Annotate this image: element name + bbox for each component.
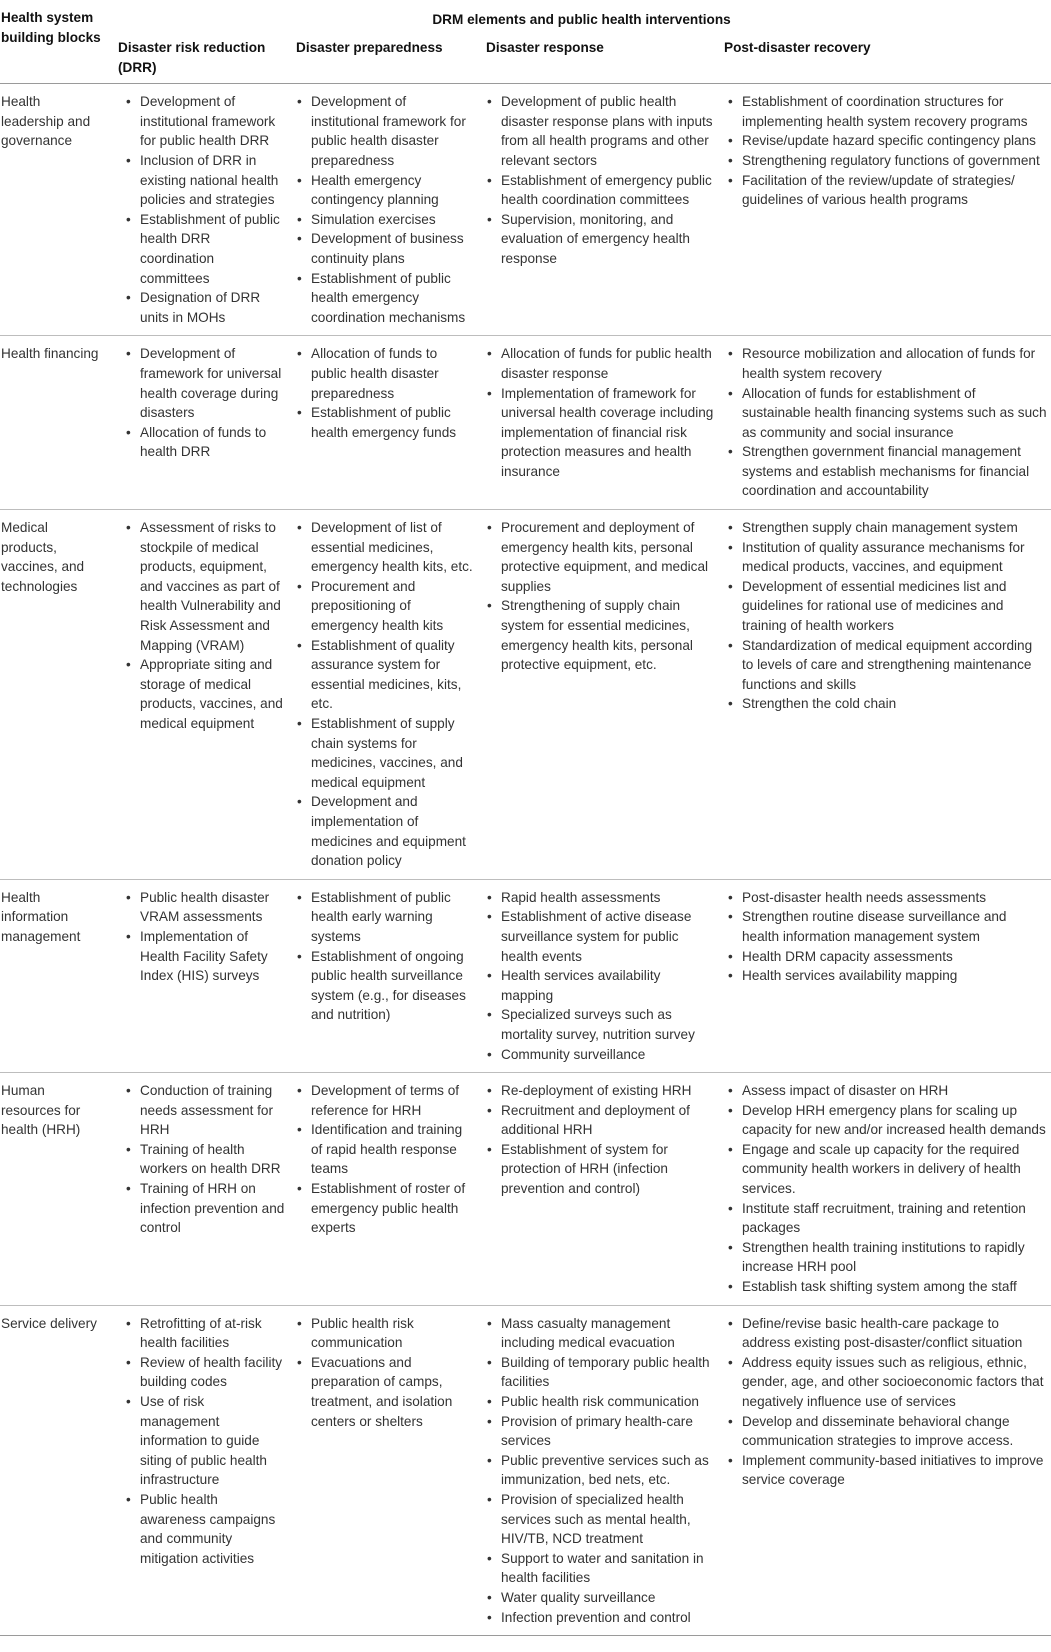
bullet-item: • Health services availability mapping <box>501 966 714 1005</box>
bullet-list <box>721 92 1047 210</box>
cell-preparedness <box>290 1305 480 1636</box>
bullet-item: • Establish task shifting system among the staff <box>742 1277 1047 1297</box>
bullet-list <box>480 1081 714 1199</box>
bullet-item: • Develop HRH emergency plans for scaling up capacity for new and/or increased health demands <box>742 1101 1047 1140</box>
bullet-item: • Supervision, monitoring, and evaluation of emergency health response <box>501 210 714 269</box>
bullet-list <box>290 92 476 327</box>
bullet-item: • Development of public health disaster response plans with inputs from all health programs and other relevant sectors <box>501 92 714 170</box>
bullet-item: • Development of framework for universal health coverage during disasters <box>140 344 286 422</box>
bullet-item: • Develop and disseminate behavioral change communication strategies to improve access. <box>742 1412 1047 1451</box>
column-header-preparedness: Disaster preparedness <box>290 34 480 84</box>
bullet-item: • Implementation of framework for universal health coverage including implementation of financial risk protection measures and health insurance <box>501 384 714 482</box>
bullet-item: • Establishment of public health early warning systems <box>311 888 476 947</box>
bullet-item: • Allocation of funds for public health disaster response <box>501 344 714 383</box>
cell-response <box>480 1073 718 1306</box>
bullet-item: • Support to water and sanitation in health facilities <box>501 1549 714 1588</box>
bullet-item: • Establishment of quality assurance system for essential medicines, kits, etc. <box>311 636 476 714</box>
column-header-response: Disaster response <box>480 34 718 84</box>
table-row <box>0 510 1051 880</box>
bullet-item: • Post-disaster health needs assessments <box>742 888 1047 908</box>
bullet-list <box>119 344 286 462</box>
row-label: Service delivery <box>0 1305 112 1636</box>
bullet-item: • Appropriate siting and storage of medical products, vaccines, and medical equipment <box>140 655 286 733</box>
bullet-list <box>290 1314 476 1432</box>
bullet-item: • Assess impact of disaster on HRH <box>742 1081 1047 1101</box>
bullet-item: • Review of health facility building codes <box>140 1353 286 1392</box>
bullet-item: • Establishment of emergency public health coordination committees <box>501 171 714 210</box>
bullet-item: • Establishment of public health DRR coordination committees <box>140 210 286 288</box>
cell-preparedness <box>290 879 480 1072</box>
cell-drr <box>112 336 290 510</box>
bullet-item: • Establishment of roster of emergency public health experts <box>311 1179 476 1238</box>
bullet-item: • Allocation of funds to public health disaster preparedness <box>311 344 476 403</box>
bullet-item: • Specialized surveys such as mortality survey, nutrition survey <box>501 1005 714 1044</box>
bullet-item: • Establishment of ongoing public health surveillance system (e.g., for diseases and nutrition) <box>311 947 476 1025</box>
bullet-item: • Establishment of public health emergency coordination mechanisms <box>311 269 476 328</box>
bullet-item: • Inclusion of DRR in existing national health policies and strategies <box>140 151 286 210</box>
bullet-list <box>721 344 1047 501</box>
bullet-item: • Define/revise basic health-care package to address existing post-disaster/conflict situation <box>742 1314 1047 1353</box>
column-header-drr: Disaster risk reduction (DRR) <box>112 34 290 84</box>
bullet-list <box>480 518 714 675</box>
bullet-item: • Resource mobilization and allocation of funds for health system recovery <box>742 344 1047 383</box>
row-label: Health leadership and governance <box>0 84 112 336</box>
bullet-list <box>721 518 1047 714</box>
bullet-list <box>119 888 286 986</box>
bullet-list <box>480 92 714 268</box>
bullet-item: • Strengthen supply chain management system <box>742 518 1047 538</box>
table-row <box>0 336 1051 510</box>
cell-preparedness <box>290 336 480 510</box>
bullet-item: • Training of health workers on health DRR <box>140 1140 286 1179</box>
bullet-item: • Re-deployment of existing HRH <box>501 1081 714 1101</box>
bullet-item: • Establishment of system for protection of HRH (infection prevention and control) <box>501 1140 714 1199</box>
table-body <box>0 84 1051 1636</box>
bullet-item: • Public health risk communication <box>501 1392 714 1412</box>
cell-recovery <box>718 1073 1051 1306</box>
bullet-item: • Mass casualty management including medical evacuation <box>501 1314 714 1353</box>
row-label: Human resources for health (HRH) <box>0 1073 112 1306</box>
bullet-item: • Public health disaster VRAM assessments <box>140 888 286 927</box>
row-label: Medical products, vaccines, and technologies <box>0 510 112 880</box>
bullet-list <box>290 888 476 1025</box>
bullet-item: • Health DRM capacity assessments <box>742 947 1047 967</box>
bullet-item: • Procurement and prepositioning of emergency health kits <box>311 577 476 636</box>
bullet-list <box>119 518 286 734</box>
bullet-item: • Infection prevention and control <box>501 1608 714 1628</box>
bullet-item: • Identification and training of rapid health response teams <box>311 1120 476 1179</box>
bullet-item: • Use of risk management information to guide siting of public health infrastructure <box>140 1392 286 1490</box>
bullet-item: • Public health awareness campaigns and community mitigation activities <box>140 1490 286 1568</box>
bullet-item: • Allocation of funds for establishment of sustainable health financing systems such as such as community and social insurance <box>742 384 1047 443</box>
column-header-recovery: Post-disaster recovery <box>718 34 1051 84</box>
bullet-list <box>290 1081 476 1238</box>
bullet-item: • Community surveillance <box>501 1045 714 1065</box>
row-label: Health financing <box>0 336 112 510</box>
bullet-item: • Institute staff recruitment, training and retention packages <box>742 1199 1047 1238</box>
bullet-item: • Strengthen the cold chain <box>742 694 1047 714</box>
cell-drr <box>112 879 290 1072</box>
bullet-item: • Development of business continuity plans <box>311 229 476 268</box>
bullet-item: • Institution of quality assurance mechanisms for medical products, vaccines, and equipment <box>742 538 1047 577</box>
cell-preparedness <box>290 84 480 336</box>
bullet-list <box>721 1081 1047 1297</box>
bullet-item: • Simulation exercises <box>311 210 476 230</box>
bullet-item: • Strengthening of supply chain system for essential medicines, emergency health kits, personal protective equipment, etc. <box>501 596 714 674</box>
bullet-item: • Procurement and deployment of emergency health kits, personal protective equipment, and medical supplies <box>501 518 714 596</box>
cell-response <box>480 336 718 510</box>
bullet-item: • Revise/update hazard specific contingency plans <box>742 131 1047 151</box>
bullet-list <box>721 888 1047 986</box>
bullet-item: • Development of essential medicines list and guidelines for rational use of medicines and training of health workers <box>742 577 1047 636</box>
bullet-item: • Allocation of funds to health DRR <box>140 423 286 462</box>
bullet-item: • Implementation of Health Facility Safety Index (HIS) surveys <box>140 927 286 986</box>
cell-response <box>480 84 718 336</box>
bullet-item: • Rapid health assessments <box>501 888 714 908</box>
cell-recovery <box>718 510 1051 880</box>
cell-drr <box>112 1073 290 1306</box>
cell-drr <box>112 510 290 880</box>
bullet-item: • Development of institutional framework for public health disaster preparedness <box>311 92 476 170</box>
bullet-item: • Provision of primary health-care services <box>501 1412 714 1451</box>
bullet-item: • Standardization of medical equipment according to levels of care and strengthening maintenance functions and skills <box>742 636 1047 695</box>
cell-drr <box>112 84 290 336</box>
bullet-item: • Conduction of training needs assessment for HRH <box>140 1081 286 1140</box>
table-row <box>0 84 1051 336</box>
bullet-list <box>480 888 714 1064</box>
table-row <box>0 1305 1051 1636</box>
bullet-item: • Evacuations and preparation of camps, treatment, and isolation centers or shelters <box>311 1353 476 1431</box>
stub-header: Health system building blocks <box>0 0 112 84</box>
bullet-item: • Strengthening regulatory functions of government <box>742 151 1047 171</box>
cell-drr <box>112 1305 290 1636</box>
bullet-item: • Implement community-based initiatives to improve service coverage <box>742 1451 1047 1490</box>
bullet-list <box>721 1314 1047 1490</box>
bullet-item: • Development of list of essential medicines, emergency health kits, etc. <box>311 518 476 577</box>
bullet-item: • Water quality surveillance <box>501 1588 714 1608</box>
bullet-item: • Provision of specialized health services such as mental health, HIV/TB, NCD treatment <box>501 1490 714 1549</box>
bullet-item: • Building of temporary public health facilities <box>501 1353 714 1392</box>
bullet-item: • Establishment of supply chain systems for medicines, vaccines, and medical equipment <box>311 714 476 792</box>
cell-recovery <box>718 1305 1051 1636</box>
bullet-item: • Public health risk communication <box>311 1314 476 1353</box>
bullet-list <box>290 518 476 871</box>
bullet-item: • Designation of DRR units in MOHs <box>140 288 286 327</box>
bullet-item: • Public preventive services such as immunization, bed nets, etc. <box>501 1451 714 1490</box>
bullet-item: • Development of institutional framework for public health DRR <box>140 92 286 151</box>
bullet-item: • Establishment of coordination structures for implementing health system recovery programs <box>742 92 1047 131</box>
bullet-item: • Address equity issues such as religious, ethnic, gender, age, and other socioeconomic factors that negatively influence use of services <box>742 1353 1047 1412</box>
bullet-item: • Development of terms of reference for HRH <box>311 1081 476 1120</box>
row-label: Health information management <box>0 879 112 1072</box>
bullet-list <box>119 1314 286 1569</box>
spanning-header: DRM elements and public health interventions <box>432 12 731 27</box>
cell-preparedness <box>290 1073 480 1306</box>
bullet-item: • Establishment of active disease surveillance system for public health events <box>501 907 714 966</box>
bullet-list <box>290 344 476 442</box>
cell-recovery <box>718 879 1051 1072</box>
bullet-list <box>480 1314 714 1628</box>
bullet-item: • Health emergency contingency planning <box>311 171 476 210</box>
cell-preparedness <box>290 510 480 880</box>
cell-recovery <box>718 84 1051 336</box>
cell-response <box>480 879 718 1072</box>
bullet-item: • Facilitation of the review/update of strategies/ guidelines of various health programs <box>742 171 1047 210</box>
bullet-item: • Retrofitting of at-risk health facilities <box>140 1314 286 1353</box>
bullet-item: • Strengthen routine disease surveillance and health information management system <box>742 907 1047 946</box>
bullet-list <box>119 92 286 327</box>
bullet-item: • Recruitment and deployment of additional HRH <box>501 1101 714 1140</box>
cell-recovery <box>718 336 1051 510</box>
bullet-item: • Development and implementation of medicines and equipment donation policy <box>311 792 476 870</box>
bullet-list <box>480 344 714 481</box>
table-row <box>0 879 1051 1072</box>
bullet-list <box>119 1081 286 1238</box>
bullet-item: • Training of HRH on infection prevention and control <box>140 1179 286 1238</box>
bullet-item: • Engage and scale up capacity for the required community health workers in delivery of health services. <box>742 1140 1047 1199</box>
cell-response <box>480 1305 718 1636</box>
bullet-item: • Establishment of public health emergency funds <box>311 403 476 442</box>
table-row <box>0 1073 1051 1306</box>
bullet-item: • Strengthen health training institutions to rapidly increase HRH pool <box>742 1238 1047 1277</box>
bullet-item: • Strengthen government financial management systems and establish mechanisms for financial coordination and accountability <box>742 442 1047 501</box>
bullet-item: • Health services availability mapping <box>742 966 1047 986</box>
cell-response <box>480 510 718 880</box>
bullet-item: • Assessment of risks to stockpile of medical products, equipment, and vaccines as part of health Vulnerability and Risk Assessment and Mapping (VRAM) <box>140 518 286 655</box>
table-header <box>0 0 1051 84</box>
